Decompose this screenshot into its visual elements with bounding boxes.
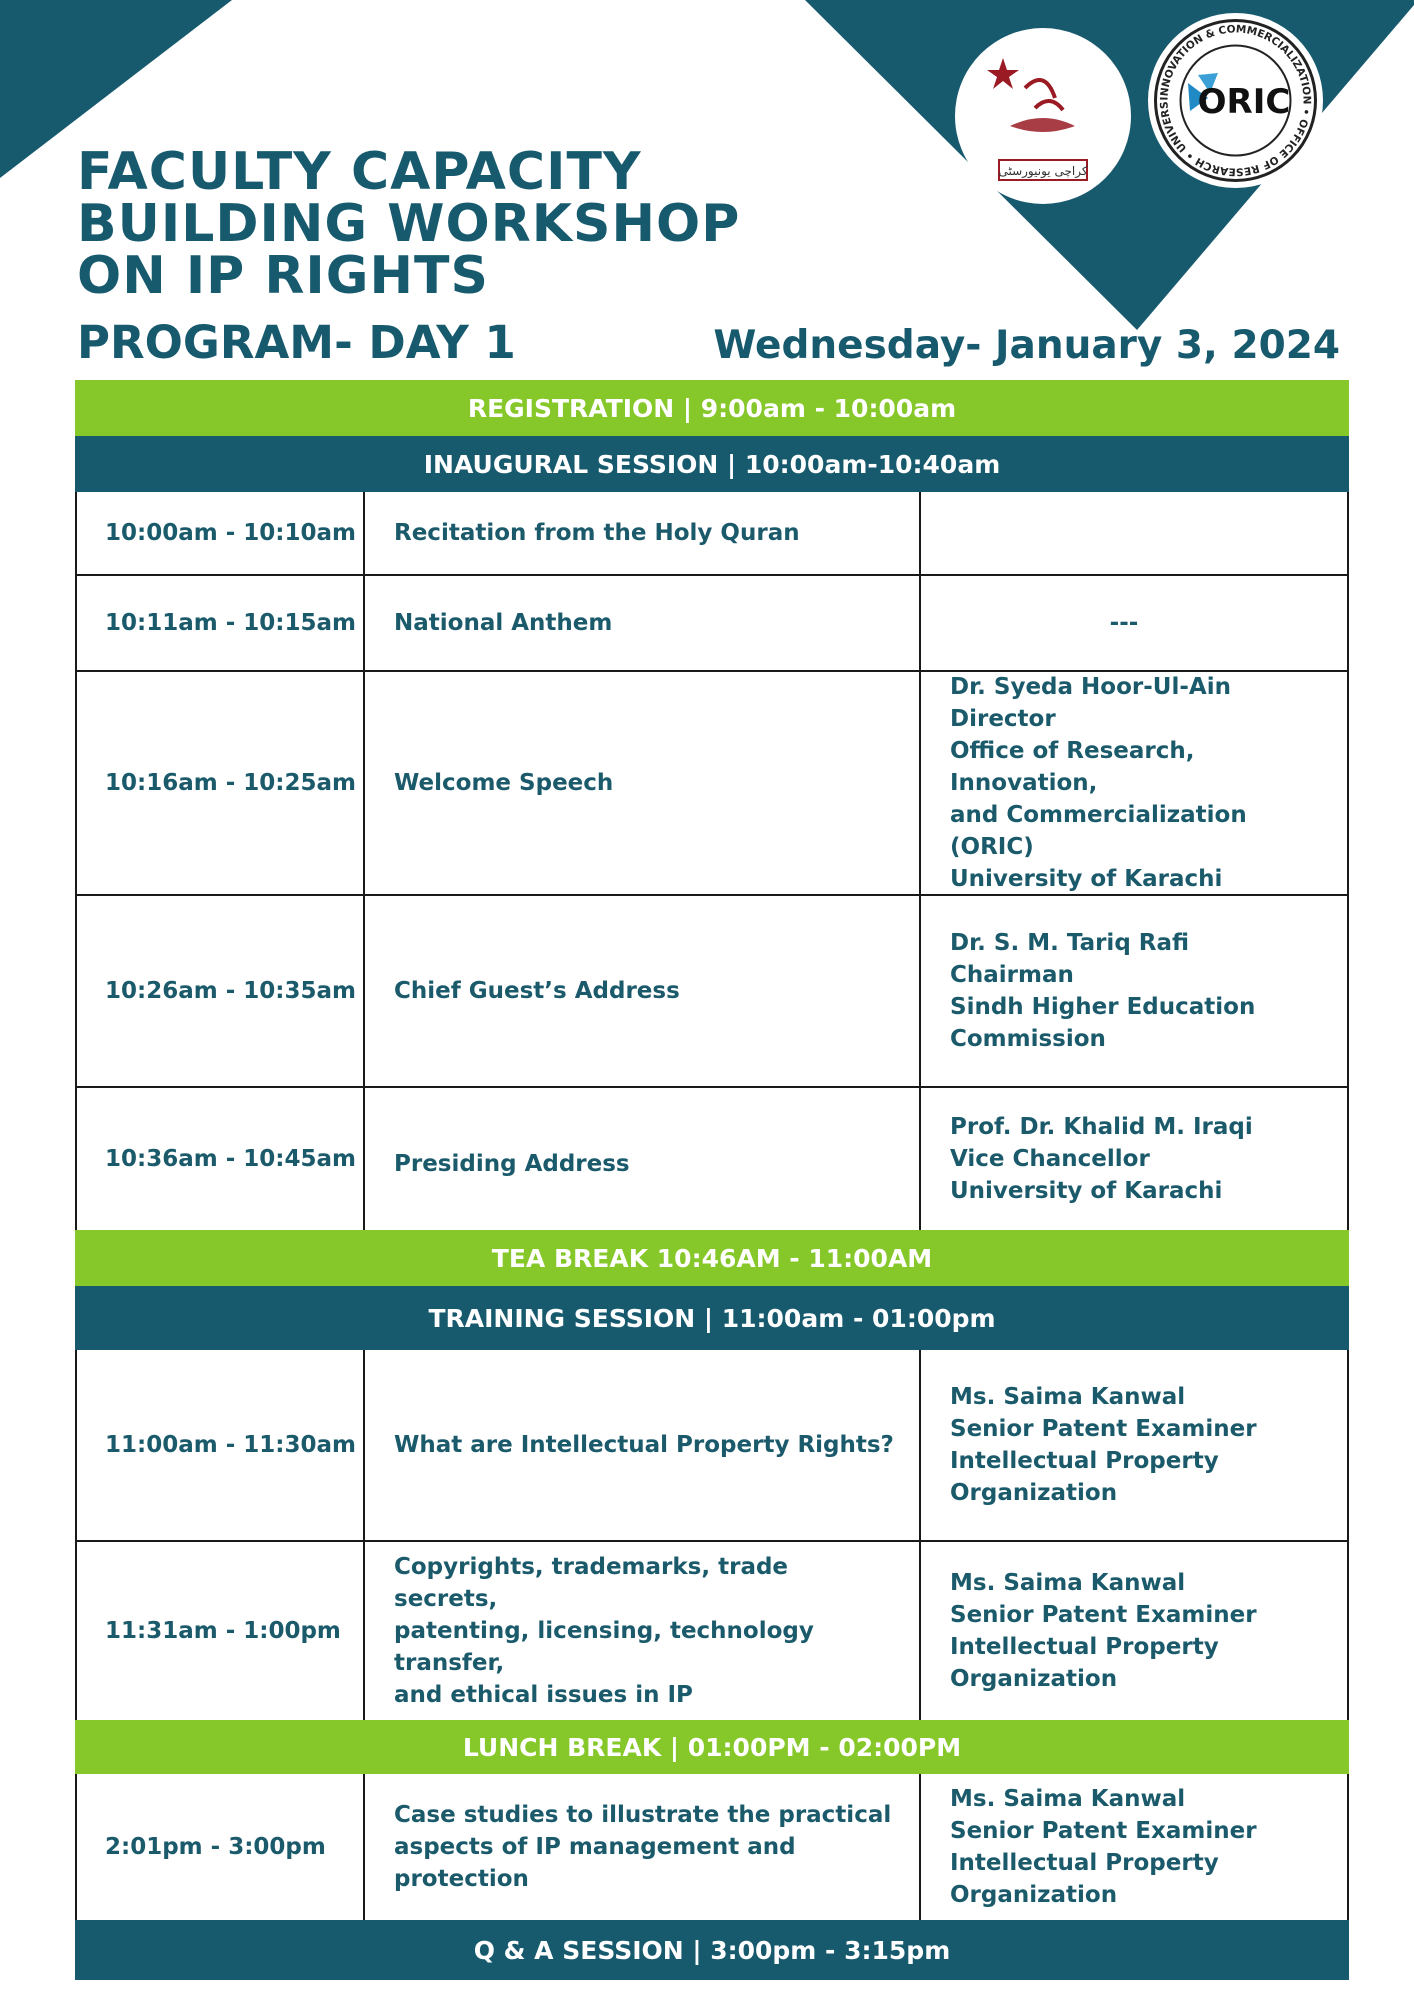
agenda-cell: Welcome Speech [365,672,921,894]
tea-break-band: TEA BREAK 10:46AM - 11:00AM [75,1230,1349,1286]
table-row [75,576,1349,672]
title-line: FACULTY CAPACITY [77,142,642,202]
agenda-cell: What are Intellectual Property Rights? [365,1350,921,1540]
workshop-title [77,142,741,306]
speaker-line: Intellectual Property [950,1850,1219,1876]
time-cell: 10:11am - 10:15am [77,576,365,670]
speaker-line: University of Karachi [950,866,1223,892]
agenda-cell: Chief Guest’s Address [365,896,921,1086]
table-row [75,492,1349,576]
speaker-cell [921,492,1347,574]
time-cell: 10:26am - 10:35am [77,896,365,1086]
speaker-line: Organization [950,1882,1118,1908]
event-date: Wednesday- January 3, 2024 [713,323,1340,368]
speaker-line: Senior Patent Examiner [950,1818,1257,1844]
registration-band: REGISTRATION | 9:00am - 10:00am [75,380,1349,436]
speaker-line: Organization [950,1666,1118,1692]
speaker-line: Director [950,706,1056,732]
speaker-cell [921,672,1347,894]
time-cell: 10:36am - 10:45am [77,1088,365,1230]
speaker-cell [921,896,1347,1086]
speaker-cell [921,1088,1347,1230]
agenda-cell: Presiding Address [365,1088,921,1230]
time-cell: 11:00am - 11:30am [77,1350,365,1540]
speaker-line: Dr. S. M. Tariq Rafi [950,930,1190,956]
oric-seal-icon [1148,13,1323,188]
speaker-line: Ms. Saima Kanwal [950,1786,1186,1812]
speaker-cell [921,1774,1347,1920]
speaker-line: Commission [950,1026,1106,1052]
schedule-table [75,380,1349,1980]
university-crest-icon [955,28,1131,204]
speaker-line: Intellectual Property [950,1448,1219,1474]
table-row [75,672,1349,896]
speaker-line: and Commercialization (ORIC) [950,802,1247,860]
svg-text:INNOVATION & COMMERCIALIZATION: INNOVATION & COMMERCIALIZATION • OFFICE OF RESEARCH • UNIVERS [1158,23,1313,178]
time-cell: 10:16am - 10:25am [77,672,365,894]
title-line: ON IP RIGHTS [77,246,489,306]
speaker-line: Chairman [950,962,1074,988]
table-row [75,1542,1349,1720]
agenda-line: Copyrights, trademarks, trade secrets, [394,1554,789,1612]
agenda-line: Case studies to illustrate the practical [394,1802,892,1828]
table-row [75,1088,1349,1230]
speaker-line: Vice Chancellor [950,1146,1150,1172]
qa-session-band: Q & A SESSION | 3:00pm - 3:15pm [75,1920,1349,1980]
agenda-cell [365,1774,921,1920]
speaker-line: Senior Patent Examiner [950,1416,1257,1442]
time-cell: 10:00am - 10:10am [77,492,365,574]
title-line: BUILDING WORKSHOP [77,194,741,254]
speaker-line: Prof. Dr. Khalid M. Iraqi [950,1114,1253,1140]
university-of-karachi-logo [955,28,1131,204]
speaker-line: Dr. Syeda Hoor-Ul-Ain [950,674,1231,700]
svg-text:ORIC: ORIC [1197,82,1291,122]
agenda-cell: National Anthem [365,576,921,670]
speaker-cell: --- [1109,610,1139,636]
table-row [75,1350,1349,1542]
oric-logo [1148,13,1323,188]
speaker-line: Ms. Saima Kanwal [950,1570,1186,1596]
agenda-line: and ethical issues in IP [394,1682,693,1708]
speaker-line: Ms. Saima Kanwal [950,1384,1186,1410]
agenda-line: patenting, licensing, technology transfer, [394,1618,814,1676]
agenda-cell: Recitation from the Holy Quran [365,492,921,574]
lunch-break-band: LUNCH BREAK | 01:00PM - 02:00PM [75,1720,1349,1774]
table-row [75,896,1349,1088]
inaugural-session-band: INAUGURAL SESSION | 10:00am-10:40am [75,436,1349,492]
speaker-line: Intellectual Property [950,1634,1219,1660]
table-row [75,1774,1349,1920]
svg-text:کراچی یونیورسٹی: کراچی یونیورسٹی [998,164,1088,178]
speaker-line: Senior Patent Examiner [950,1602,1257,1628]
time-cell: 2:01pm - 3:00pm [77,1774,365,1920]
speaker-line: Organization [950,1480,1118,1506]
speaker-line: Sindh Higher Education [950,994,1256,1020]
training-session-band: TRAINING SESSION | 11:00am - 01:00pm [75,1286,1349,1350]
agenda-line: aspects of IP management and protection [394,1834,796,1892]
time-cell: 11:31am - 1:00pm [77,1542,365,1720]
program-day-label: PROGRAM- DAY 1 [77,316,516,369]
speaker-line: Office of Research, Innovation, [950,738,1195,796]
speaker-cell [921,1350,1347,1540]
speaker-line: University of Karachi [950,1178,1223,1204]
agenda-cell [365,1542,921,1720]
speaker-cell [921,1542,1347,1720]
